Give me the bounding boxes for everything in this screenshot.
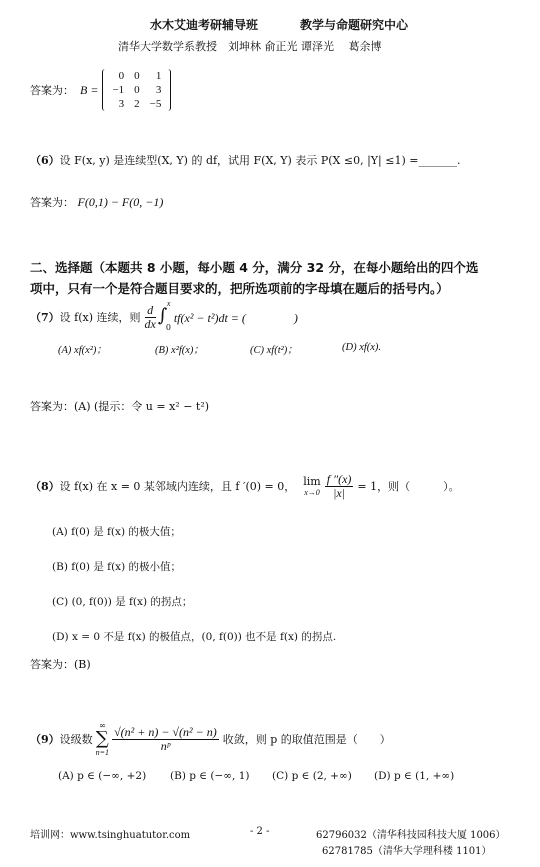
matrix-variable: B = <box>80 82 99 97</box>
footer-phone-2: 62781785（清华大学理科楼 1101） <box>322 846 492 857</box>
q6-text: 设 F(x, y) 是连续型(X, Y) 的 df，试用 F(X, Y) 表示 P(X ≤0, |Y| ≤1) =_______. <box>59 154 461 167</box>
q8-number: （8） <box>30 480 60 493</box>
q9-option-b: (B) p ∈ (−∞, 1) <box>170 770 250 782</box>
section2-title-line1: 二、选择题（本题共 8 小题，每小题 4 分，满分 32 分，在每小题给出的四个选 <box>30 260 479 275</box>
q6-answer <box>30 194 163 210</box>
footer-phone-1: 62796032（清华科技园科技大厦 1006） <box>316 830 506 841</box>
q7-option-c: (C) xf(t²)； <box>250 345 298 356</box>
header-title-left: 水木艾迪考研辅导班 <box>150 18 259 32</box>
q9-option-c: (C) p ∈ (2, +∞) <box>272 770 352 782</box>
q9-sum: ∞ ∑ n=1 <box>95 721 110 757</box>
q8-limit: lim x→0 <box>303 475 321 497</box>
q6-question <box>30 152 460 168</box>
q7-number: （7） <box>30 311 60 324</box>
q6-number: （6） <box>30 154 60 167</box>
answer-label: 答案为： <box>30 84 74 97</box>
q8-answer: 答案为：(B) <box>30 658 91 671</box>
header-authors: 清华大学数学系教授 刘坤林 俞正光 谭泽光 葛余博 <box>118 40 382 53</box>
q8-option-d: (D) x = 0 不是 f(x) 的极值点，(0, f(0)) 也不是 f(x) 的拐点. <box>52 631 337 643</box>
answer-matrix: 0 0 1 −1 0 3 3 2 −5 <box>102 69 171 111</box>
q6-answer-value: F(0,1) − F(0, −1) <box>77 195 164 209</box>
q9-fraction: $\frac{\text{√(n² + n) − √(n² − n)}}{\text{nᵖ}}$ <box>114 724 217 753</box>
q8-option-c: (C) (0, f(0)) 是 f(x) 的拐点； <box>52 596 193 608</box>
q9-option-d: (D) p ∈ (1, +∞) <box>374 770 455 782</box>
q9-post: 收敛，则 p 的取值范围是（ ） <box>222 733 391 746</box>
q7-option-b: (B) x²f(x)； <box>155 345 204 356</box>
q9-number: （9） <box>30 733 60 746</box>
q8-post: = 1，则（ ）。 <box>357 480 460 493</box>
q8-option-a: (A) f(0) 是 f(x) 的极大值； <box>52 526 181 538</box>
header-title-right: 教学与命题研究中心 <box>300 18 409 32</box>
answer-label: 答案为： <box>30 196 74 209</box>
q7-option-a: (A) xf(x²)； <box>58 345 107 356</box>
q9-option-a: (A) p ∈ (−∞, +2) <box>58 770 147 782</box>
q8-pre: 设 f(x) 在 x = 0 某邻域内连续，且 f ′(0) = 0， <box>59 480 296 493</box>
q7-derivative: $\frac{d}{dx}$ <box>144 302 156 331</box>
q7-expression: tf(x² − t²)dt = ( ) <box>173 310 298 325</box>
q7-question <box>30 300 298 334</box>
q9-pre: 设级数 <box>59 733 93 746</box>
q9-question <box>30 716 391 762</box>
q8-question <box>30 468 460 504</box>
q8-option-b: (B) f(0) 是 f(x) 的极小值； <box>52 561 182 573</box>
footer-site: 培训网：www.tsinghuatutor.com <box>30 830 191 841</box>
section2-title-line2: 项中，只有一个是符合题目要求的，把所选项前的字母填在题后的括号内。） <box>30 281 449 296</box>
q7-integral: ∫ x 0 <box>157 299 171 332</box>
footer-page-number: - 2 - <box>250 826 270 837</box>
q7-answer: 答案为：(A) (提示：令 u = x² − t²) <box>30 400 210 413</box>
q8-fraction: $\frac{f ''(x)}{|x|}$ <box>326 471 352 500</box>
q7-pre: 设 f(x) 连续，则 <box>59 311 141 324</box>
q5-answer <box>30 66 171 114</box>
q7-option-d: (D) xf(x). <box>342 342 382 353</box>
